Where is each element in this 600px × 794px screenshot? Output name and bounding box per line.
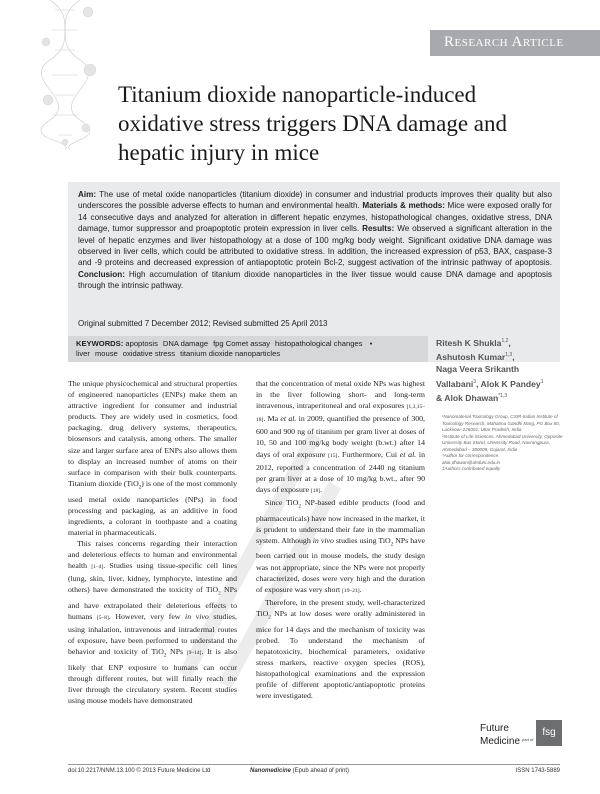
citation: [1,3,15–18]: [256, 404, 425, 424]
dna-nanoparticle-illustration: [40, 0, 100, 150]
keyword: titanium dioxide nanoparticles: [180, 348, 281, 358]
text-run: NPs: [166, 647, 187, 657]
methods-label: Materials & methods:: [362, 201, 446, 211]
italic-text: et al.: [399, 449, 417, 459]
text-run: . Furthermore, Cui: [337, 449, 400, 459]
author-name: Alok K Pandey: [480, 378, 541, 389]
keywords-text: KEYWORDS: apoptosis DNA damage fpg Comet assay histopathological changes • liver mouse oxidative stress titanium dioxide nanoparticles: [76, 339, 373, 358]
text-run: NPs have been carried out in mouse models, the study design was not appropriate, since the NPs were not properly characterized, doses were very high and the duration of exposure was very short: [256, 535, 425, 594]
citation: [5–8]: [96, 615, 109, 621]
abstract-text: [78, 189, 552, 292]
article-type-banner: [430, 30, 600, 56]
text-run: .: [320, 484, 323, 494]
article-title: Titanium dioxide nanoparticle-induced oxidative stress triggers DNA damage and hepatic injury in mice: [118, 82, 507, 165]
citation: [19–21]: [342, 587, 360, 594]
author-superscript: 1,3: [505, 352, 513, 359]
journal-status: (Epub ahead of print): [291, 768, 350, 774]
text-run: . Studies using tissue-specific cell lines (lung, skin, liver, kidney, lymphocyte, intestine and others) have demonstrated the toxicity of TiO: [68, 561, 237, 595]
italic-text: in vivo: [185, 612, 209, 621]
text-run: The unique physicochemical and structural properties of engineered nanoparticles (ENPs) make them an attractive ingredient for consumer and industrial products. They are widely used in cosmetics, food packaging, drug delivery systems, therapeutics, biosensors and catalysis, among others. The smaller size and larger surface area of ENPs also allows them to display an increased number of atoms on their surface in comparison with their bulk counterparts. Titanium dioxide (TiO: [68, 379, 237, 488]
keyword: mouse: [94, 348, 118, 358]
author-superscript: *1,3: [498, 392, 508, 399]
text-run: . However, very few: [108, 612, 186, 621]
journal-citation: [250, 768, 349, 774]
equal-contribution-note: ‡Authors contributed equally: [442, 466, 501, 471]
subscript: 2: [218, 591, 221, 597]
subscript: 2: [268, 615, 271, 621]
publisher-line: Future: [480, 723, 509, 734]
citation: [15]: [328, 452, 338, 459]
text-run: Therefore, in the present study, well-characterized TiO: [256, 597, 425, 618]
correspondence-label: *Author for correspondence:: [442, 453, 500, 458]
subscript: 2: [138, 485, 142, 491]
aim-label: Aim:: [78, 190, 97, 199]
publisher-line: Medicine: [480, 736, 521, 747]
footer-divider: [68, 764, 560, 765]
keyword: histopathological changes: [275, 339, 363, 348]
keywords-label: KEYWORDS:: [76, 339, 124, 348]
page-footer: [68, 768, 560, 778]
future-medicine-logo: [480, 720, 560, 760]
text-run: . Ma: [263, 414, 281, 424]
keywords-box: [68, 336, 428, 362]
author-name: Naga Veera Srikanth Vallabani: [436, 364, 520, 389]
issn: ISSN 1743-5889: [515, 768, 560, 774]
body-paragraph: [256, 597, 425, 701]
subscript: 2: [163, 653, 167, 659]
affiliations: [442, 414, 564, 473]
author-name: Ashutosh Kumar: [436, 352, 506, 363]
text-run: in 2012, reported a concentration of 2440 ng titanium per gram liver at a dose of 10 mg/kg b.wt., after 90 days of exposure: [256, 449, 426, 494]
conclusion-label: Conclusion:: [78, 269, 125, 279]
text-run: Since TiO: [265, 497, 299, 507]
affiliation: ²Institute of Life Sciences, Ahmedabad University, Opposite University Bus Stand, University Road, Navrangpura, Ahmedabad – 380009, Gujarat, India: [442, 433, 563, 452]
body-paragraph: [68, 378, 237, 538]
text-run: NPs at low doses were orally administered in mice for 14 days and the mechanism of toxicity was probed. To understand the mechanism of hepatotoxicity, biochemical parameters, oxidative stress markers, reactive oxygen species (ROS), histopathological examinations and the expression profile of different apoptotic/antiapoptotic proteins were investigated.: [256, 608, 425, 701]
text-run: NPs and have extrapolated their deleterious effects to humans: [68, 585, 237, 621]
body-paragraph: [256, 378, 425, 497]
keyword: DNA damage: [162, 339, 209, 348]
fsg-logo: fsg: [536, 720, 562, 746]
conclusion-text: High accumulation of titanium dioxide nanoparticles in the liver tissue would cause DNA damage and apoptosis through the intrinsic pathway.: [78, 269, 552, 291]
text-run: studies, using inhalation, intravenous and intradermal routes of exposure, have been performed to understand the behavior and toxicity of TiO: [68, 612, 237, 657]
results-text: We observed a significant alteration in the level of hepatic enzymes and liver histopathology at a dose of 100 mg/kg body weight. Significant oxidative DNA damage was observed in liver cells, which could be attributed to oxidative stress. In addition, the increased expression of p53, BAX, caspase-3 and -9 proteins and decreased expression of antiapoptotic protein Bcl-2, suggest activation of the intrinsic pathway of apoptosis.: [78, 224, 553, 268]
publisher-name: [480, 722, 520, 748]
article-type-label: Research Article: [444, 34, 564, 50]
submission-dates: Original submitted 7 December 2012; Revised submitted 25 April 2013: [78, 319, 328, 328]
text-run: NP-based edible products (food and pharmaceuticals) have now increased in the market, it is prudent to understand their fate in the mammalian system. Although: [256, 497, 426, 545]
text-run: in 2009, quantified the presence of 300, 600 and 900 ng of titanium per gram liver at doses of 10, 50 and 100 mg/kg body weight (b.wt.) after 14 days of oral exposure: [256, 414, 425, 459]
subscript: 2: [390, 542, 394, 548]
author-list: Ritesh K Shukla$^{1,2}$, Ashutosh Kumar$^{1,3}$, Naga Veera Srikanth Vallabani$^3$, Alok K Pandey$^1$ & Alok Dhawan$^{*1,3}$: [436, 337, 544, 403]
italic-text: et al.: [280, 414, 297, 424]
author-name: Ritesh K Shukla: [436, 337, 502, 348]
citation: [1–4]: [91, 564, 104, 571]
text-run: This raises concerns regarding their interaction and deleterious effects to human and environmental health: [68, 538, 237, 571]
citation: [18]: [310, 487, 321, 494]
body-paragraph: [256, 497, 425, 597]
subscript: 2: [298, 504, 301, 510]
affiliation: ¹Nanomaterial Toxicology Group, CSIR-Indian Institute of Toxicology Research, Mahatma Gandhi Marg, PO Box 80, Lucknow–226001, Uttar Pradesh, India: [442, 414, 561, 432]
text-run: studies using TiO: [333, 535, 391, 545]
author-superscript: 3: [473, 378, 477, 385]
keyword: oxidative stress: [122, 348, 176, 358]
keyword: apoptosis: [125, 339, 158, 348]
keyword: fpg Comet assay: [213, 339, 271, 348]
results-label: Results:: [362, 224, 395, 234]
doi-copyright: doi:10.2217/NNM.13.100 © 2013 Future Medicine Ltd: [68, 768, 211, 774]
text-run: . It is also likely that ENP exposure to humans can occur through different routes, but will finally reach the liver through the circulatory system. Recent studies using mouse models have demonstrated: [68, 647, 237, 706]
aim-text: The use of metal oxide nanoparticles (titanium dioxide) in consumer and industrial products improves their quality but also underscores the possible adverse effects to human and environmental health.: [78, 190, 552, 211]
body-column-middle: [256, 378, 425, 701]
methods-text: Mice were exposed orally for 14 consecutive days and analyzed for alteration in different hepatic enzymes, histopathological changes, oxidative stress, DNA damage, tumor suppressor and proapoptotic protein expression in liver cells.: [78, 201, 553, 234]
italic-text: in vivo: [312, 535, 334, 545]
author-name: & Alok Dhawan: [436, 392, 499, 403]
body-paragraph: [68, 538, 237, 706]
journal-name: Nanomedicine: [250, 768, 292, 774]
author-superscript: 1: [540, 378, 544, 385]
part-of-label: part of: [522, 737, 534, 742]
text-run: ) is one of the most commonly used metal oxide nanoparticles (NPs) in food processing and packaging, as an additive in food ingredients, a colorant in toothpaste and a coating material in pharmaceuticals.: [68, 478, 237, 537]
correspondence-email[interactable]: alok.dhawan@ahduni.edu.in: [442, 459, 501, 465]
text-run: that the concentration of metal oxide NPs was highest in the liver following short- and long-term intravenous, intraperitoneal and oral exposures: [256, 379, 425, 411]
body-column-left: [68, 378, 237, 706]
author-superscript: 1,2: [501, 338, 509, 344]
keyword: liver: [76, 348, 90, 358]
citation: [9–14]: [186, 650, 202, 657]
text-run: .: [359, 584, 362, 594]
